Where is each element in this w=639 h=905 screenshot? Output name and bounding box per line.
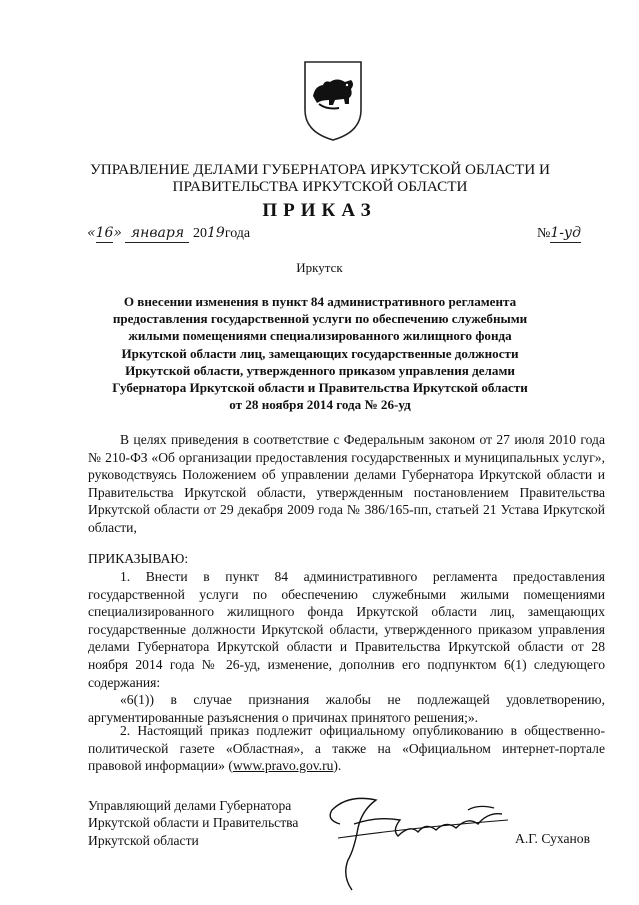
order-date [87, 224, 250, 243]
signer-title-line: Иркутской области [88, 832, 199, 848]
date-open-quote: « [87, 225, 96, 241]
irkutsk-coat-of-arms-icon [299, 58, 367, 142]
signer-name: А.Г. Суханов [515, 831, 591, 846]
signer-title [88, 797, 298, 849]
organization-name-line-1: УПРАВЛЕНИЕ ДЕЛАМИ ГУБЕРНАТОРА ИРКУТСКОЙ ОБЛАСТИ И [89, 161, 551, 178]
item-2-suffix: ). [333, 758, 342, 774]
date-day: 16 [95, 225, 114, 241]
order-item-2 [88, 722, 605, 775]
document-title: ПРИКАЗ [262, 200, 377, 221]
preamble-paragraph [88, 431, 605, 537]
number-sign: № [537, 226, 551, 241]
handwritten-signature [318, 780, 518, 900]
pravo-gov-link[interactable]: www.pravo.gov.ru [232, 758, 334, 774]
order-subject [86, 293, 554, 413]
item-2-prefix: 2. Настоящий приказ подлежит официальному опубликованию в общественно-политической газете «Областная», а также на «Официальном интернет-портале правовой информации» ( [88, 723, 605, 774]
date-year-suffix: 19 [206, 225, 225, 241]
date-year-label: года [224, 226, 251, 241]
preamble-text: В целях приведения в соответствие с Федеральным законом от 27 июля 2010 года № 210-ФЗ «Об организации предоставления государственных и муниципальных услуг», руководствуясь Положением об управлении делами Губернатора Иркутской области и Правительства Иркутской области, утвержденным постановлением Правительства Иркутской области от 29 декабря 2009 года № 386/165-пп, статьей 21 Устава Иркутской области, [88, 432, 605, 535]
date-month: января [125, 224, 189, 243]
date-close-quote: » [113, 225, 122, 241]
order-number [537, 224, 581, 243]
date-year-prefix: 20 [192, 226, 207, 241]
signer-title-line: Управляющий делами Губернатора [88, 798, 292, 813]
subject-line: Губернатора Иркутской области и Правительства Иркутской области [112, 380, 528, 396]
number-value: 1-уд [550, 225, 581, 241]
signer-title-line: Иркутской области и Правительства [88, 815, 299, 831]
subject-line: от 28 ноября 2014 года № 26-уд [229, 397, 411, 413]
order-word: ПРИКАЗЫВАЮ: [88, 551, 189, 566]
organization-name-line-2: ПРАВИТЕЛЬСТВА ИРКУТСКОЙ ОБЛАСТИ [172, 178, 468, 195]
city-name: Иркутск [296, 260, 343, 275]
item-2-text [88, 722, 605, 775]
subject-line: предоставления государственной услуги по обеспечению служебными [112, 311, 528, 327]
subject-line: О внесении изменения в пункт 84 административного регламента [123, 294, 517, 309]
subject-line: жилыми помещениями специализированного жилищного фонда [128, 328, 512, 344]
item-1-text: 1. Внести в пункт 84 административного регламента предоставления государственной услуги по обеспечению служебными жилыми помещениями специализированного жилищного фонда Иркутской области лиц, замещающих государственные должности Иркутской области, утвержденного приказом управления делами Губернатора Иркутской области и Правительства Иркутской области от 28 ноября 2014 года № 26-уд, изменение, дополнив его подпунктом 6(1) следующего содержания: [88, 569, 605, 690]
subject-line: Иркутской области лиц, замещающих государственные должности [121, 345, 519, 361]
order-item-1 [88, 568, 605, 726]
subject-line: Иркутской области, утвержденного приказом управления делами [125, 362, 515, 378]
item-1-quote: «6(1)) в случае признания жалобы не подлежащей удовлетворению, аргументированные разъяснения о причинах принятого решения;». [88, 692, 605, 725]
